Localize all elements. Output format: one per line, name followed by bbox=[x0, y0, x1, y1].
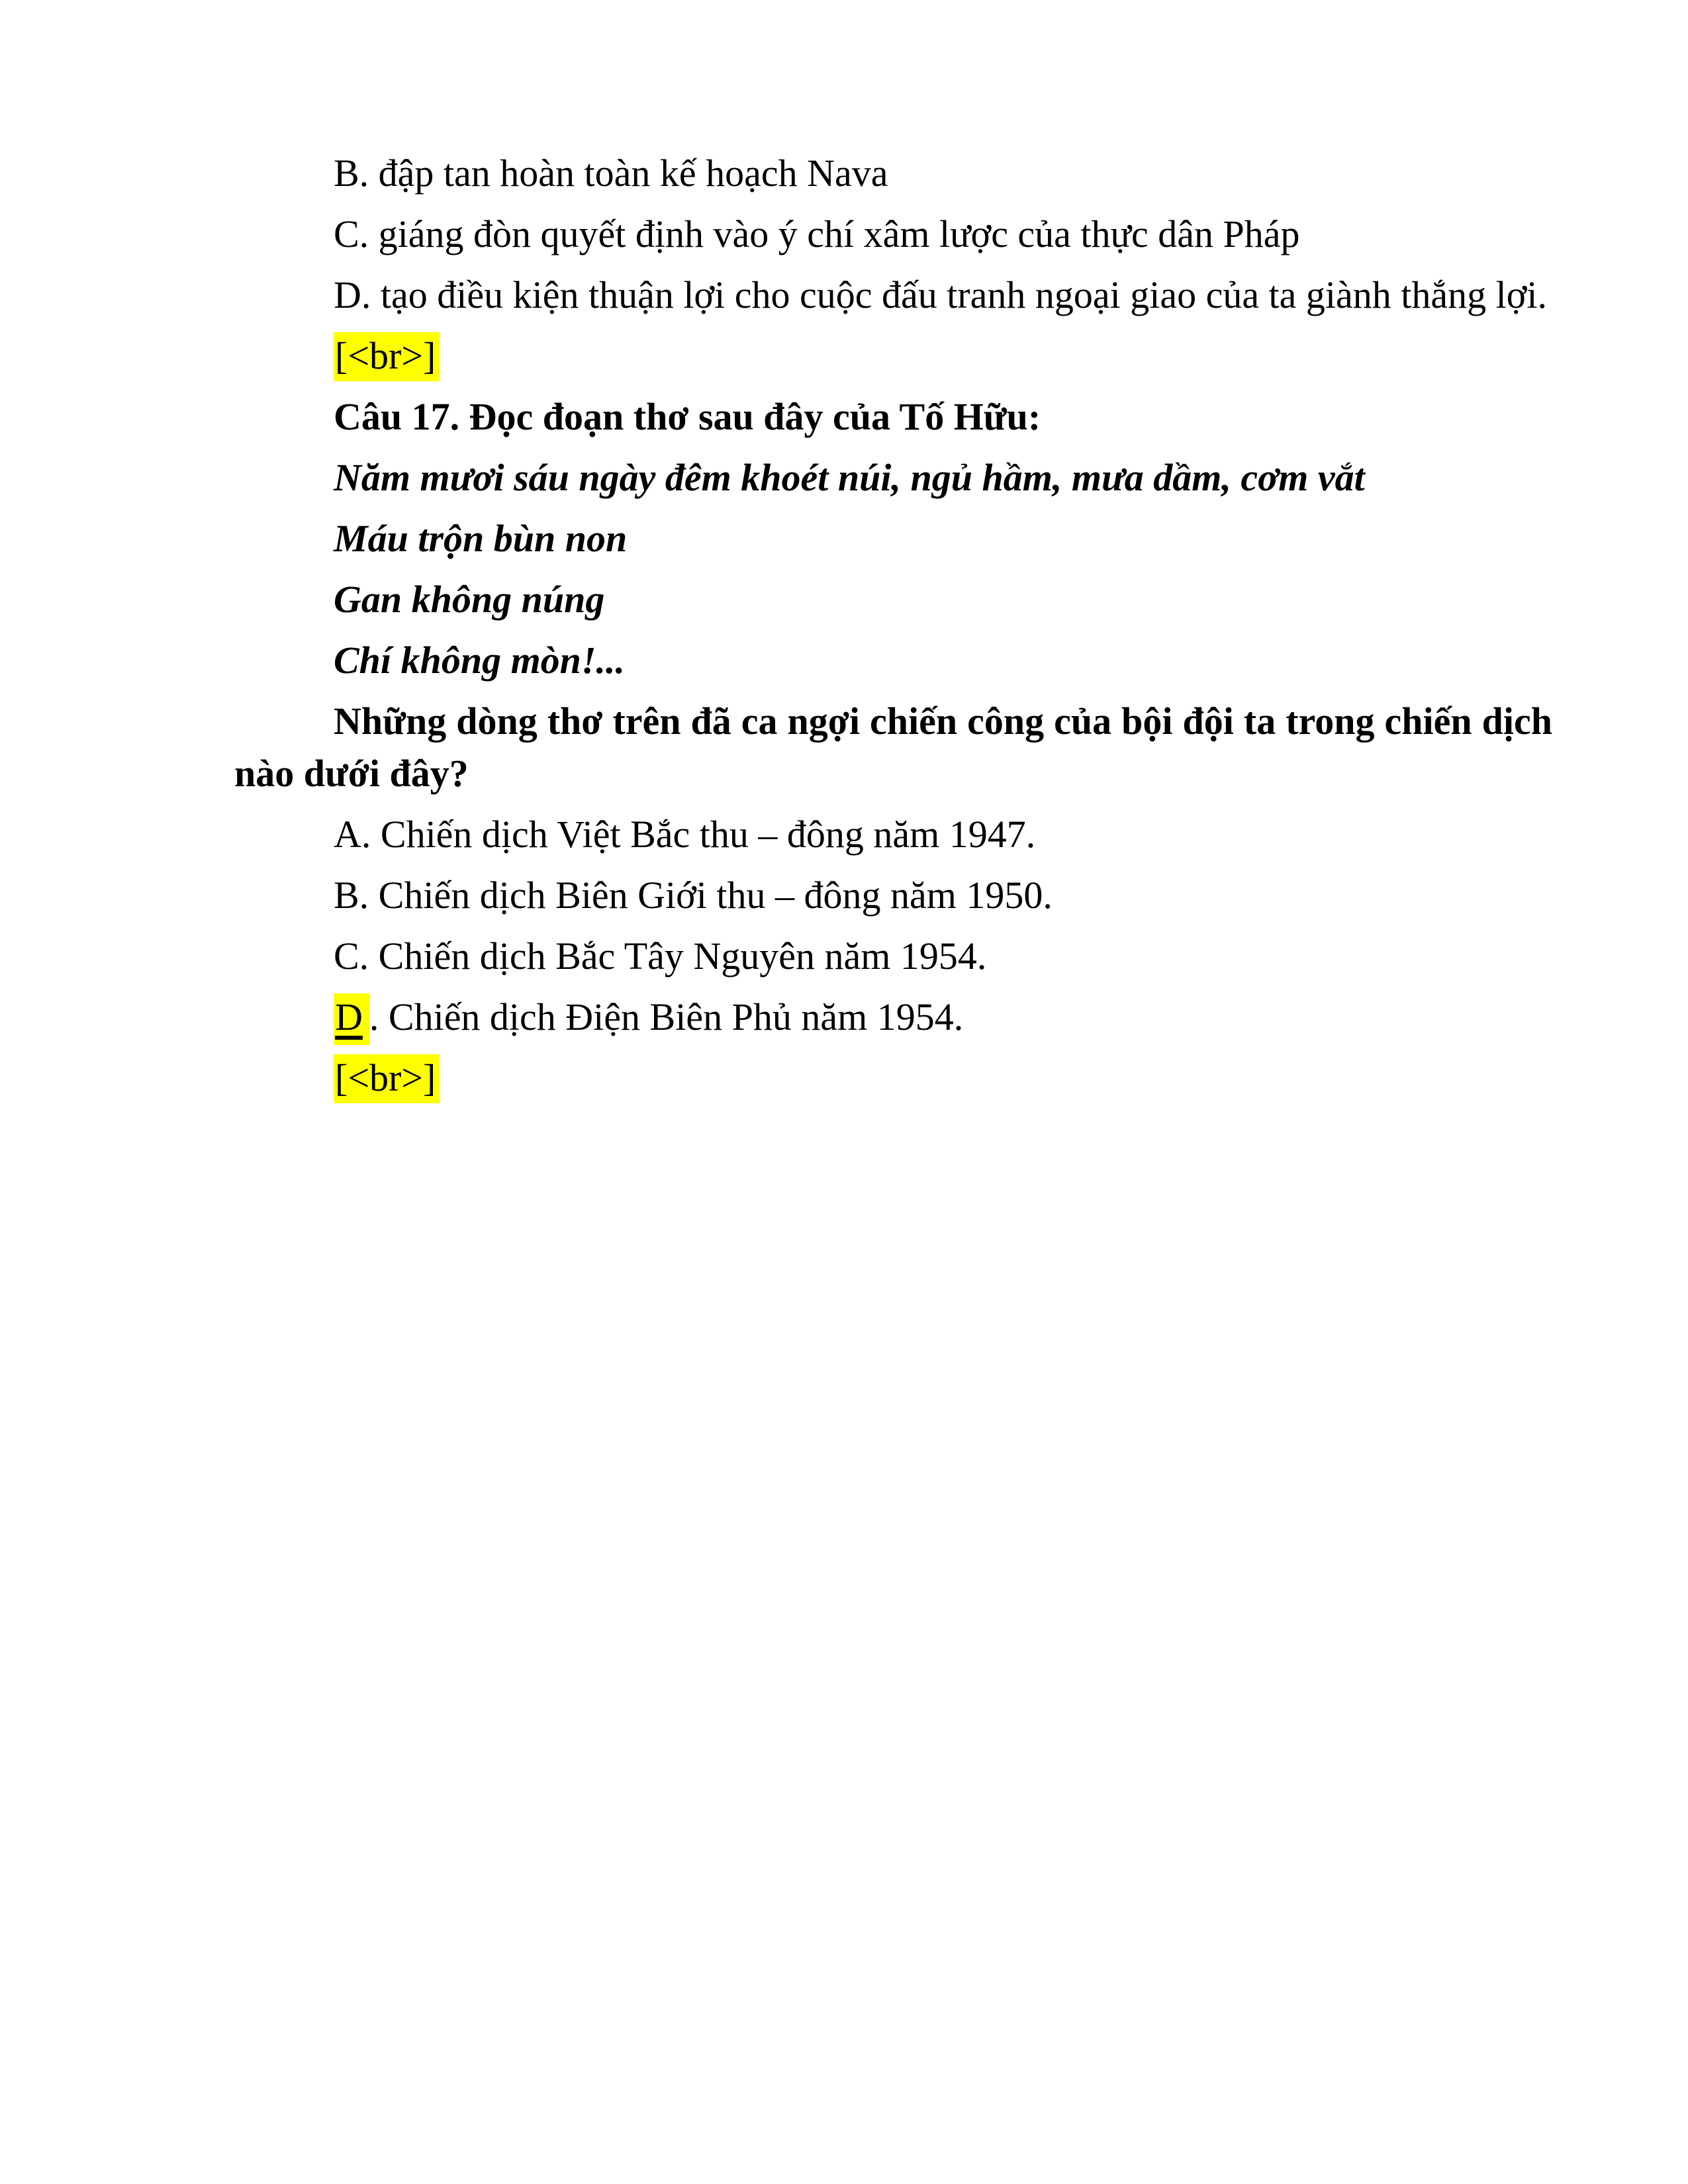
break-tag-token-1: [<br>] bbox=[334, 332, 440, 381]
prev-question-option-d: D. tạo điều kiện thuận lợi cho cuộc đấu tranh ngoại giao của ta giành thắng lợi. bbox=[334, 273, 1548, 316]
poem-line-3: Gan không núng bbox=[334, 578, 605, 621]
poem-line-4: Chí không mòn!... bbox=[334, 639, 626, 682]
break-tag-paragraph-2 bbox=[234, 1052, 1552, 1104]
poem-line-2: Máu trộn bùn non bbox=[334, 517, 628, 560]
poem-line-1: Năm mươi sáu ngày đêm khoét núi, ngủ hầm, mưa dầm, cơm vắt bbox=[334, 456, 1365, 499]
prev-question-option-c: C. giáng đòn quyết định vào ý chí xâm lược của thực dân Pháp bbox=[334, 212, 1300, 255]
break-tag-token-2: [<br>] bbox=[334, 1054, 440, 1103]
answer-d-highlighted-letter: D bbox=[334, 993, 369, 1045]
question-17-body: Những dòng thơ trên đã ca ngợi chiến công của bội đội ta trong chiến dịch nào dưới đây? bbox=[234, 700, 1552, 795]
question-17-answer-a: A. Chiến dịch Việt Bắc thu – đông năm 1947. bbox=[334, 813, 1036, 856]
question-17-answer-b: B. Chiến dịch Biên Giới thu – đông năm 1950. bbox=[334, 874, 1053, 917]
break-tag-paragraph-1 bbox=[234, 330, 1552, 382]
answer-d-text: . Chiến dịch Điện Biên Phủ năm 1954. bbox=[369, 995, 964, 1038]
prev-question-option-b: B. đập tan hoàn toàn kế hoạch Nava bbox=[334, 152, 888, 195]
question-17-heading: Câu 17. Đọc đoạn thơ sau đây của Tố Hữu: bbox=[334, 395, 1041, 438]
question-17-answer-d bbox=[234, 991, 1552, 1043]
question-17-answer-c: C. Chiến dịch Bắc Tây Nguyên năm 1954. bbox=[334, 934, 987, 978]
